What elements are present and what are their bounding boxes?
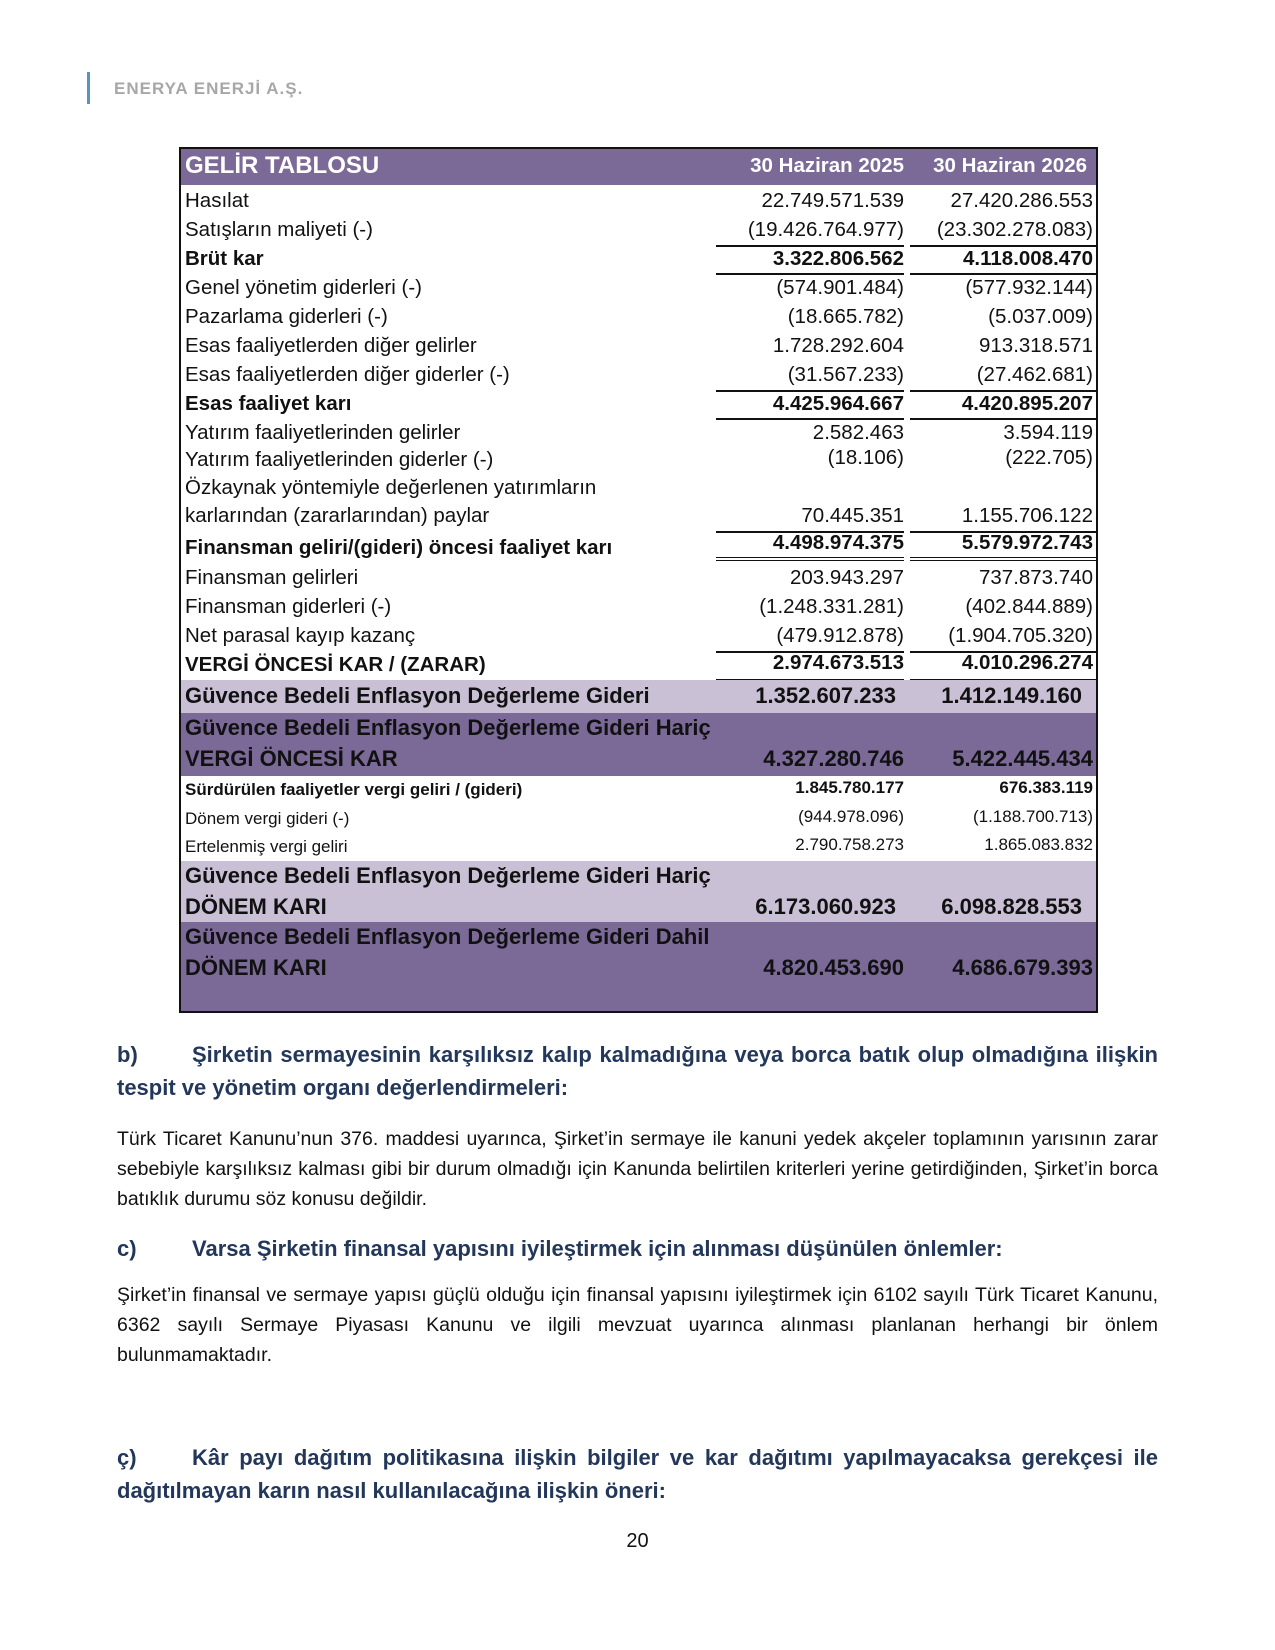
row-value-2025: (479.912.878) [776, 624, 904, 647]
row-value-2025: (18.106) [827, 446, 904, 469]
row-label: VERGİ ÖNCESİ KAR / (ZARAR) [185, 653, 486, 676]
row-label: Finansman gelirleri [185, 566, 359, 589]
row-label: Finansman geliri/(gideri) öncesi faaliyet karı [185, 536, 613, 559]
row-label: Özkaynak yöntemiyle değerlenen yatırımların [185, 476, 597, 499]
table-row [181, 303, 1096, 332]
table-band-row [181, 861, 1096, 922]
table-band-row [181, 922, 1096, 1011]
row-value-2025: 4.820.453.690 [763, 955, 904, 980]
row-value-2025: 203.943.297 [789, 566, 904, 589]
table-row [181, 777, 1096, 805]
row-value-2026: 3.594.119 [1003, 421, 1093, 444]
column-header-2025: 30 Haziran 2025 [750, 154, 904, 177]
company-name: ENERYA ENERJİ A.Ş. [114, 79, 304, 98]
table-row [181, 187, 1096, 216]
table-row [181, 833, 1096, 861]
row-label: Net parasal kayıp kazanç [185, 624, 416, 647]
row-label: Güvence Bedeli Enflasyon Değerleme Gideri Dahil [185, 924, 710, 949]
table-band-row [181, 680, 1096, 713]
row-label-continued: VERGİ ÖNCESİ KAR [185, 746, 398, 771]
row-value-2026: 4.420.895.207 [961, 392, 1093, 415]
row-label: Esas faaliyet karı [185, 392, 352, 415]
section-b-letter: b) [117, 1042, 138, 1067]
table-row [181, 622, 1096, 651]
row-value-2026: 1.412.149.160 [941, 683, 1082, 708]
section-b-heading [117, 1038, 1158, 1104]
section-b-body: Türk Ticaret Kanunu’nun 376. maddesi uyarınca, Şirket’in sermaye ile kanuni yedek akçeler toplamının yarısının zarar sebebiyle karşılıksız kalması gibi bir durum olmadığı için Kanunda belirtilen kriterleri yerine getirdiğinden, Şirket’in borca batıklık durumu söz konusu değildir. [117, 1128, 1158, 1210]
row-value-2026: 913.318.571 [978, 334, 1093, 357]
section-cc-letter: ç) [117, 1445, 137, 1470]
row-label-continued: karlarından (zararlarından) paylar [185, 504, 490, 527]
row-value-2025: (1.248.331.281) [759, 595, 904, 618]
row-label: Brüt kar [185, 247, 264, 270]
row-value-2026: (577.932.144) [965, 276, 1093, 299]
row-value-2025: 22.749.571.539 [761, 189, 904, 212]
row-label: Pazarlama giderleri (-) [185, 305, 388, 328]
row-value-2026: 1.865.083.832 [984, 835, 1093, 854]
row-value-2025: 4.425.964.667 [772, 392, 904, 415]
table-row [181, 419, 1096, 448]
section-b-title: Şirketin sermayesinin karşılıksız kalıp kalmadığına veya borca batık olup olmadığına ilişkin tespit ve yönetim organı değerlendirmeleri: [117, 1042, 1158, 1100]
row-label: Finansman giderleri (-) [185, 595, 392, 618]
row-value-2025: 1.352.607.233 [755, 683, 896, 708]
double-rule [716, 557, 904, 561]
table-row [181, 564, 1096, 593]
row-label: Güvence Bedeli Enflasyon Değerleme Gideri Hariç [185, 715, 711, 740]
row-label-continued: DÖNEM KARI [185, 955, 327, 980]
row-value-2026: 5.579.972.743 [961, 531, 1093, 554]
row-value-2025: (19.426.764.977) [747, 218, 904, 241]
row-label: Ertelenmiş vergi geliri [185, 837, 348, 856]
row-label: Sürdürülen faaliyetler vergi geliri / (gideri) [185, 780, 523, 799]
table-band-row [181, 713, 1096, 776]
table-title: GELİR TABLOSU [185, 152, 380, 179]
row-value-2025: (31.567.233) [787, 363, 904, 386]
row-value-2025: 70.445.351 [801, 504, 904, 527]
row-value-2026: (27.462.681) [976, 363, 1093, 386]
row-value-2026: 4.686.679.393 [952, 955, 1093, 980]
row-label: Dönem vergi gideri (-) [185, 809, 350, 828]
section-cc-title: Kâr payı dağıtım politikasına ilişkin bilgiler ve kar dağıtımı yapılmayacaksa gerekçesi ile dağıtılmayan karın nasıl kullanılacağına ilişkin öneri: [117, 1445, 1158, 1503]
table-row [181, 274, 1096, 303]
row-value-2026: 27.420.286.553 [950, 189, 1093, 212]
row-value-2025: 1.845.780.177 [795, 778, 904, 797]
row-value-2025: 6.173.060.923 [755, 894, 896, 919]
table-row [181, 245, 1096, 274]
table-row [181, 332, 1096, 361]
row-value-2025: 2.974.673.513 [772, 651, 904, 674]
table-row [181, 805, 1096, 833]
table-row [181, 593, 1096, 622]
row-label-continued: DÖNEM KARI [185, 894, 327, 919]
row-value-2025: 2.582.463 [812, 421, 904, 444]
row-label: Esas faaliyetlerden diğer giderler (-) [185, 363, 510, 386]
row-value-2026: (5.037.009) [988, 305, 1093, 328]
row-label: Yatırım faaliyetlerinden giderler (-) [185, 448, 494, 471]
row-label: Esas faaliyetlerden diğer gelirler [185, 334, 477, 357]
row-label: Hasılat [185, 189, 249, 212]
table-row [181, 390, 1096, 419]
row-value-2025: 3.322.806.562 [772, 247, 904, 270]
row-value-2025: 4.498.974.375 [772, 531, 904, 554]
row-value-2026: (1.188.700.713) [972, 807, 1093, 826]
table-row [181, 651, 1096, 680]
row-value-2025: 2.790.758.273 [795, 835, 904, 854]
row-label: Yatırım faaliyetlerinden gelirler [185, 421, 461, 444]
row-label: Güvence Bedeli Enflasyon Değerleme Gideri [185, 683, 650, 708]
table-row [181, 476, 1096, 532]
row-value-2026: (402.844.889) [965, 595, 1093, 618]
income-statement-table [179, 147, 1098, 1013]
table-row [181, 361, 1096, 390]
column-header-2026: 30 Haziran 2026 [933, 154, 1087, 177]
row-label: Güvence Bedeli Enflasyon Değerleme Gideri Hariç [185, 863, 711, 888]
row-value-2025: (18.665.782) [787, 305, 904, 328]
row-value-2026: 6.098.828.553 [941, 894, 1082, 919]
table-row [181, 216, 1096, 245]
row-value-2025: 4.327.280.746 [763, 746, 904, 771]
section-c-heading [117, 1232, 1158, 1265]
row-value-2026: (23.302.278.083) [936, 218, 1093, 241]
header-accent-bar [87, 72, 90, 104]
section-c-title: Varsa Şirketin finansal yapısını iyileştirmek için alınması düşünülen önlemler: [192, 1236, 1003, 1261]
row-value-2026: 1.155.706.122 [961, 504, 1093, 527]
row-value-2026: (1.904.705.320) [948, 624, 1093, 647]
section-c-body: Şirket’in finansal ve sermaye yapısı güçlü olduğu için finansal yapısını iyileştirmek için 6102 sayılı Türk Ticaret Kanunu, 6362 sayılı Sermaye Piyasası Kanunu ve ilgili mevzuat uyarınca alınması planlanan herhangi bir önlem bulunmamaktadır. [117, 1284, 1158, 1366]
row-value-2026: 676.383.119 [999, 778, 1093, 797]
page-number: 20 [626, 1530, 649, 1552]
section-c-letter: c) [117, 1236, 137, 1261]
row-value-2026: 4.010.296.274 [961, 651, 1093, 674]
row-value-2026: (222.705) [1005, 446, 1093, 469]
row-label: Genel yönetim giderleri (-) [185, 276, 422, 299]
double-rule [910, 557, 1096, 561]
table-header-row [181, 149, 1096, 185]
section-cc-heading [117, 1441, 1158, 1507]
row-value-2026: 737.873.740 [978, 566, 1093, 589]
row-value-2026: 4.118.008.470 [963, 247, 1093, 270]
row-value-2026: 5.422.445.434 [952, 746, 1093, 771]
table-row [181, 448, 1096, 477]
row-label: Satışların maliyeti (-) [185, 218, 373, 241]
row-value-2025: 1.728.292.604 [772, 334, 904, 357]
row-value-2025: (574.901.484) [776, 276, 904, 299]
row-value-2025: (944.978.096) [798, 807, 904, 826]
